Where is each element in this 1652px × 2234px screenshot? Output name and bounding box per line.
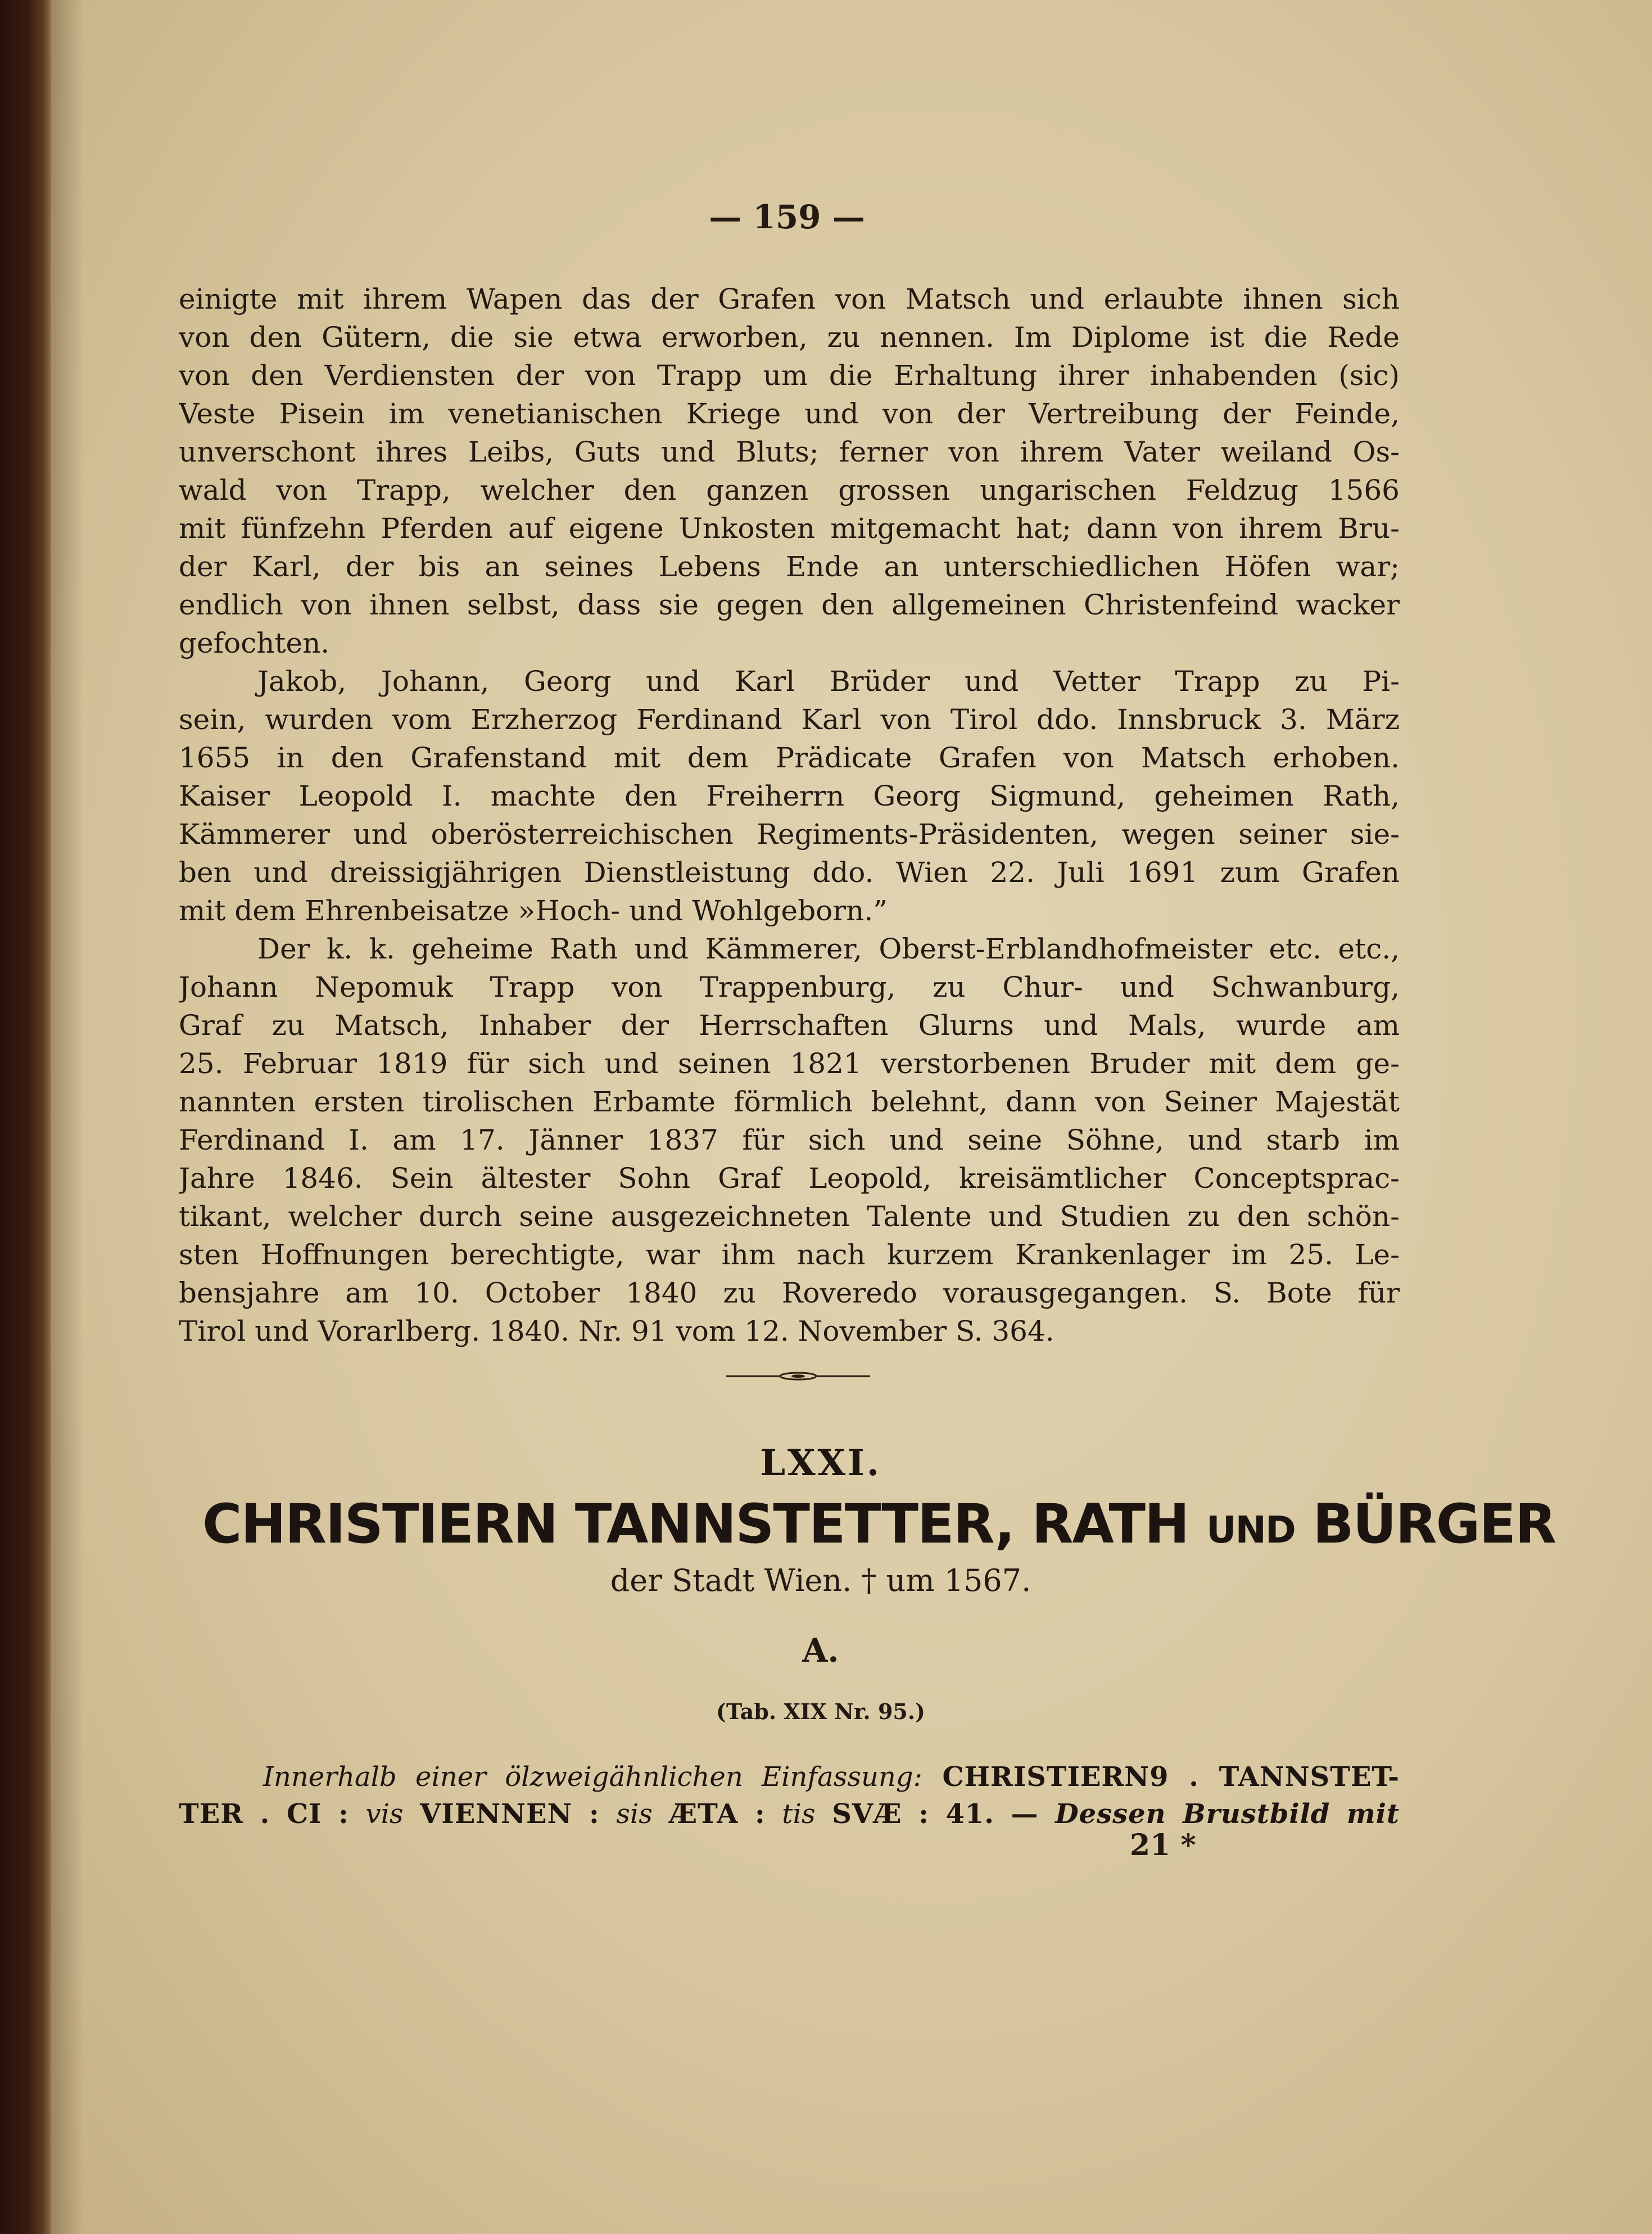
- text-line: Johann Nepomuk Trapp von Trappenburg, zu Chur- und Schwanburg,: [179, 971, 1400, 1003]
- description-legend: CHRISTIERN9 . TANNSTET-: [922, 1761, 1400, 1793]
- heading-end: BÜRGER: [1312, 1493, 1556, 1555]
- text-line: Ferdinand I. am 17. Jänner 1837 für sich und seine Söhne, und starb im: [179, 1124, 1400, 1156]
- section-number: LXXI.: [760, 1442, 881, 1484]
- book-cover-edge: [0, 0, 51, 2234]
- legend-part: sis: [616, 1798, 653, 1830]
- legend-part: VIENNEN :: [403, 1798, 617, 1830]
- text-line: Veste Pisein im venetianischen Kriege und von der Vertreibung der Feinde,: [179, 397, 1400, 430]
- text-line: wald von Trapp, welcher den ganzen grossen ungarischen Feldzug 1566: [179, 474, 1400, 507]
- legend-part: Dessen Brustbild mit: [1055, 1798, 1400, 1830]
- text-line: von den Gütern, die sie etwa erworben, zu nennen. Im Diplome ist die Rede: [179, 321, 1400, 354]
- text-line: unverschont ihres Leibs, Guts und Bluts; ferner von ihrem Vater weiland Os-: [179, 436, 1400, 468]
- legend-part: SVÆ : 41. —: [815, 1798, 1056, 1830]
- text-line: bensjahre am 10. October 1840 zu Roveredo vorausgegangen. S. Bote für: [179, 1277, 1400, 1309]
- description: [179, 1758, 1400, 1833]
- main-text: [179, 280, 1400, 1350]
- text-line: sten Hoffnungen berechtigte, war ihm nach kurzem Krankenlager im 25. Le-: [179, 1238, 1400, 1271]
- page-number: — 159 —: [709, 198, 865, 236]
- text-line: gefochten.: [179, 627, 330, 659]
- text-line: 25. Februar 1819 für sich und seinen 1821 verstorbenen Bruder mit dem ge-: [179, 1047, 1400, 1080]
- text-line: mit dem Ehrenbeisatze »Hoch- und Wohlgeborn.”: [179, 894, 888, 927]
- description-line: [179, 1758, 1400, 1796]
- text-line: sein, wurden vom Erzherzog Ferdinand Karl von Tirol ddo. Innsbruck 3. März: [179, 703, 1400, 736]
- text-line: von den Verdiensten der von Trapp um die Erhaltung ihrer inhabenden (sic): [179, 359, 1400, 392]
- section-heading: [202, 1493, 1556, 1555]
- legend-part: vis: [365, 1798, 404, 1830]
- text-line: mit fünfzehn Pferden auf eigene Unkosten mitgemacht hat; dann von ihrem Bru-: [179, 512, 1400, 545]
- text-line: Graf zu Matsch, Inhaber der Herrschaften Glurns und Mals, wurde am: [179, 1009, 1400, 1042]
- legend-part: ÆTA :: [652, 1798, 782, 1830]
- printer-signature: 21 *: [1130, 1828, 1196, 1862]
- text-line: nannten ersten tirolischen Erbamte förmlich belehnt, dann von Seiner Majestät: [179, 1086, 1400, 1118]
- text-line: der Karl, der bis an seines Lebens Ende an unterschiedlichen Höfen war;: [179, 550, 1400, 583]
- text-line: endlich von ihnen selbst, dass sie gegen den allgemeinen Christenfeind wacker: [179, 589, 1400, 621]
- text-line: 1655 in den Grafenstand mit dem Prädicate Grafen von Matsch erhoben.: [179, 741, 1400, 774]
- text-line: Kaiser Leopold I. machte den Freiherrn Georg Sigmund, geheimen Rath,: [179, 780, 1400, 812]
- legend-part: TER . CI :: [179, 1798, 366, 1830]
- section-subheading: der Stadt Wien. † um 1567.: [610, 1563, 1031, 1598]
- description-italic: Innerhalb einer ölzweigähnlichen Einfassung:: [263, 1761, 922, 1793]
- text-line: Kämmerer und oberösterreichischen Regiments-Präsidenten, wegen seiner sie-: [179, 818, 1400, 851]
- subsection-letter: A.: [802, 1631, 839, 1670]
- ornamental-divider-icon: [725, 1371, 871, 1382]
- text-line: Jakob, Johann, Georg und Karl Brüder und Vetter Trapp zu Pi-: [257, 665, 1400, 698]
- description-line: [179, 1796, 1400, 1833]
- text-line: Tirol und Vorarlberg. 1840. Nr. 91 vom 12. November S. 364.: [179, 1315, 1054, 1347]
- text-line: Der k. k. geheime Rath und Kämmerer, Oberst-Erblandhofmeister etc. etc.,: [257, 933, 1400, 965]
- heading-main: CHRISTIERN TANNSTETTER, RATH: [202, 1493, 1189, 1555]
- text-line: Jahre 1846. Sein ältester Sohn Graf Leopold, kreisämtlicher Conceptsprac-: [179, 1162, 1400, 1195]
- legend-part: tis: [782, 1798, 816, 1830]
- heading-und: UND: [1206, 1508, 1295, 1552]
- text-line: einigte mit ihrem Wapen das der Grafen von Matsch und erlaubte ihnen sich: [179, 283, 1400, 315]
- plate-reference: (Tab. XIX Nr. 95.): [716, 1699, 926, 1724]
- text-line: ben und dreissigjährigen Dienstleistung ddo. Wien 22. Juli 1691 zum Grafen: [179, 856, 1400, 889]
- text-line: tikant, welcher durch seine ausgezeichneten Talente und Studien zu den schön-: [179, 1200, 1400, 1233]
